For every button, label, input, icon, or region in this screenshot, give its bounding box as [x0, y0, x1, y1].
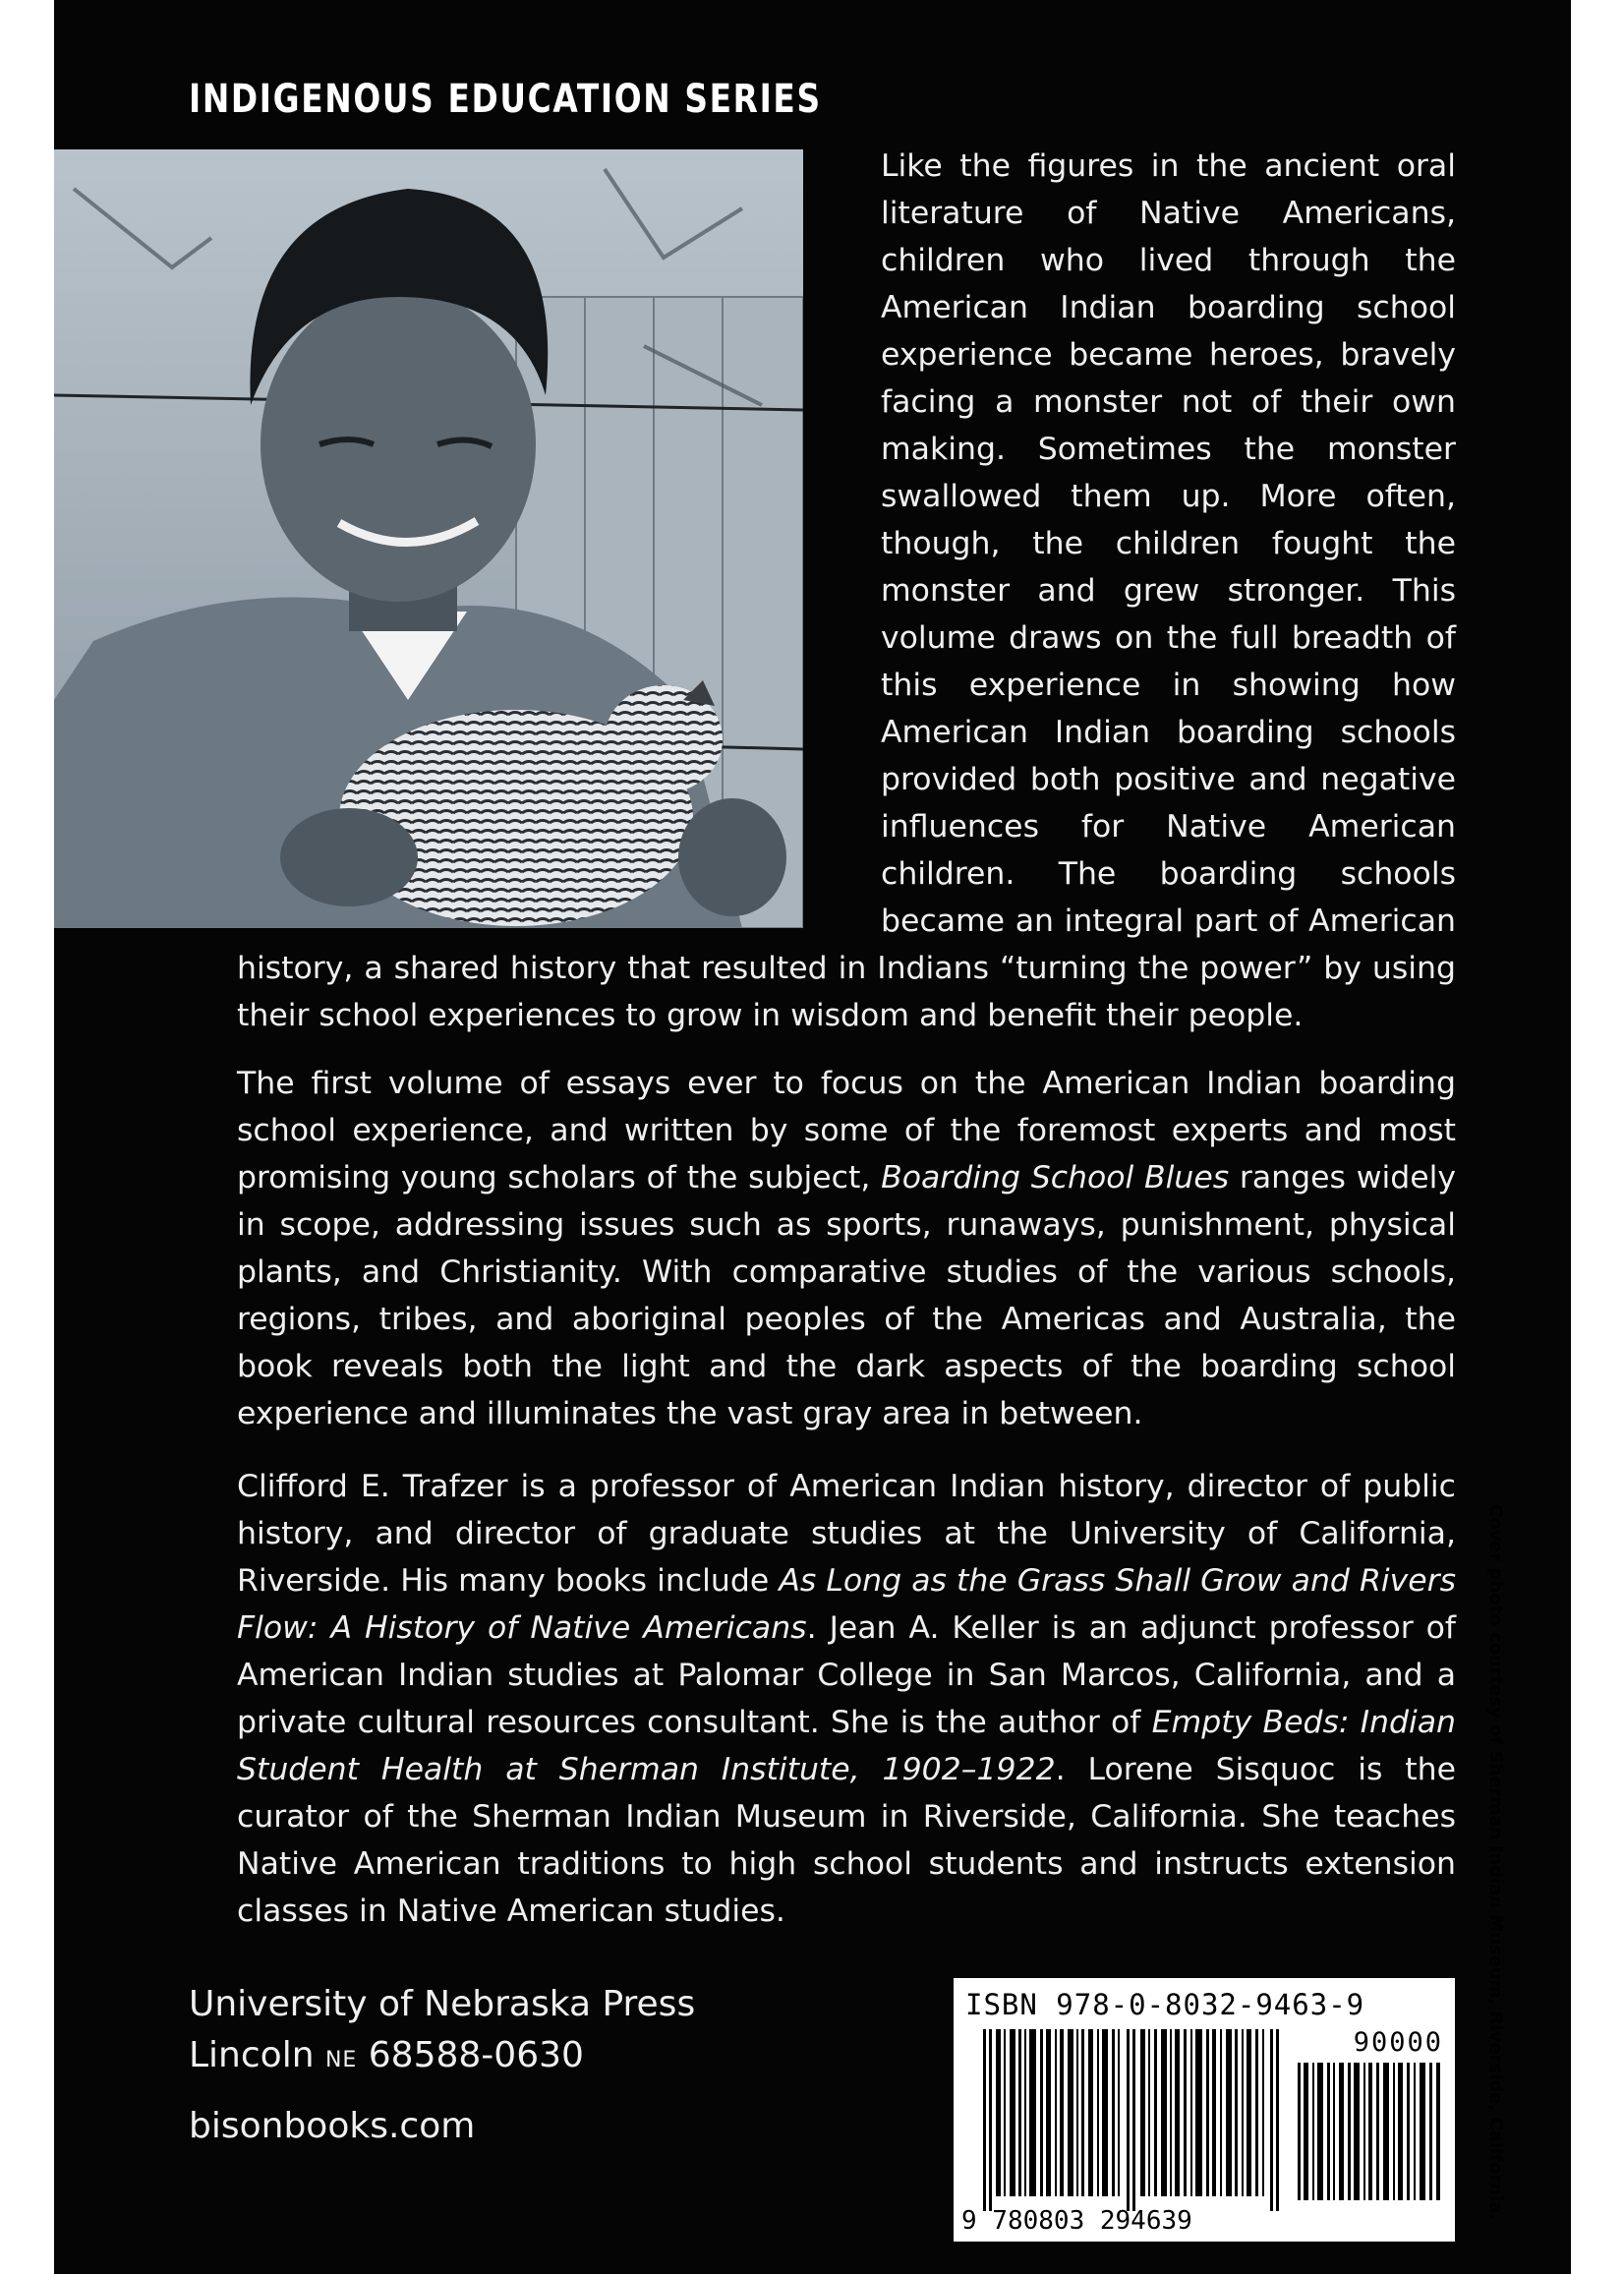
- publisher-state: NE: [324, 2048, 358, 2072]
- isbn-label: ISBN 978-0-8032-9463-9: [965, 1988, 1365, 2021]
- publisher-city: Lincoln: [189, 2035, 315, 2075]
- description-paragraph-2: [237, 1060, 1456, 1437]
- author-book-1: As Long as the Grass Shall Grow and Rivers Flow: A History of Native Americans: [237, 1563, 1456, 1646]
- description-text-2: [237, 1060, 1456, 1437]
- ean-barcode-bars: [983, 2029, 1288, 2211]
- publisher-name: University of Nebraska Press: [189, 1984, 696, 2024]
- book-title: Boarding School Blues: [881, 1160, 1230, 1195]
- ean-digits: 9 780803 294639: [961, 2206, 1192, 2236]
- description-text-2-start: The first volume of essays ever to focus on the American Indian boarding school experience, and written by some of the foremost experts and most promising young scholars of the subject,: [237, 1066, 1456, 1195]
- series-title: INDIGENOUS EDUCATION SERIES: [189, 77, 822, 122]
- author-bio: [237, 1463, 1456, 1935]
- price-addon-bars: [1298, 2063, 1445, 2200]
- publisher-info: [189, 1979, 695, 2086]
- publisher-address: [189, 2030, 695, 2086]
- publisher-website: bisonbooks.com: [189, 2106, 476, 2146]
- description-text-1: Like the figures in the ancient oral literature of Native Americans, children who lived through the American Indian boarding school experience became heroes, bravely facing a monster not of their own making. Sometimes the monster swallowed them up. More often, though, the children fought the monster and grew stronger. This volume draws on the full breadth of this experience in showing how American Indian boarding schools provided both positive and negative influences for Native American children. The boarding schools became an integral part of American history, a shared history that resulted in Indians “turning the power” by using their school experiences to grow in wisdom and benefit their people.: [237, 148, 1456, 1033]
- photo-wrap-spacer: [237, 143, 881, 923]
- author-book-2: Empty Beds: Indian Student Health at Sherman Institute, 1902–1922: [237, 1705, 1456, 1787]
- publisher-zip: 68588-0630: [368, 2035, 584, 2075]
- photo-credit-text: Cover photo courtesy of Sherman Indian Museum, Riverside, California.: [1485, 1504, 1506, 2221]
- author-bio-text: [237, 1463, 1456, 1935]
- barcode: [954, 1978, 1455, 2242]
- author-bio-part-3: . Lorene Sisquoc is the curator of the Sherman Indian Museum in Riverside, California. She teaches Native American traditions to high school students and instructs extension classes in Native American studies.: [237, 1752, 1456, 1929]
- description-paragraph-1: [237, 143, 1456, 1039]
- description-text-2-end: ranges widely in scope, addressing issues such as sports, runaways, punishment, physical plants, and Christianity. With comparative studies of the various schools, regions, tribes, and aboriginal peoples of the Americas and Australia, the book reveals both the light and the dark aspects of the boarding school experience and illuminates the vast gray area in between.: [237, 1160, 1456, 1431]
- back-cover: [54, 0, 1571, 2274]
- author-bio-part-1: Clifford E. Trafzer is a professor of American Indian history, director of public history, and director of graduate studies at the University of California, Riverside. His many books include: [237, 1469, 1456, 1599]
- price-code: 90000: [1353, 2027, 1443, 2058]
- author-bio-part-2: . Jean A. Keller is an adjunct professor of American Indian studies at Palomar College in San Marcos, California, and a private cultural resources consultant. She is the author of: [237, 1610, 1456, 1740]
